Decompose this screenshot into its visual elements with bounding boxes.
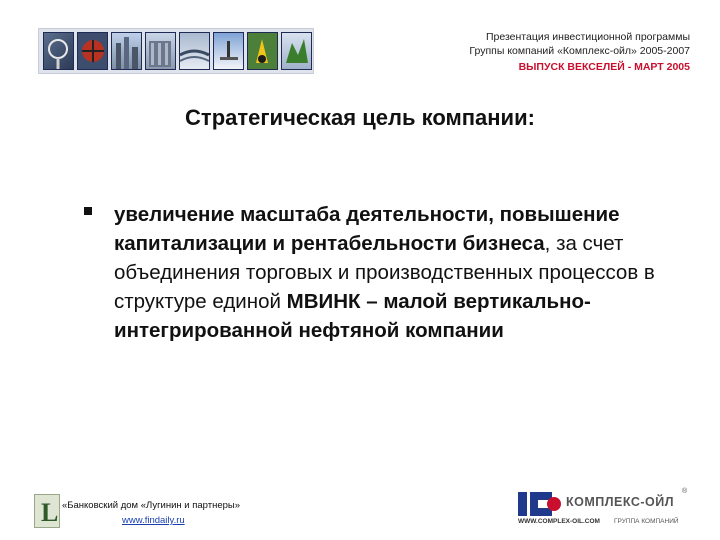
refinery-photo-icon	[111, 32, 142, 70]
header-line-2: Группы компаний «Комплекс-ойл» 2005-2007	[469, 45, 690, 57]
luginin-logo-icon	[34, 494, 60, 528]
header-photo-strip	[38, 28, 314, 74]
bullet-middle-text: , за счет объединения торговых и производственных процессов в структуре единой	[114, 232, 655, 313]
header-caption	[469, 30, 690, 58]
pipeline-photo-icon	[179, 32, 210, 70]
bullet-bold-intro: увеличение масштаба деятельности, повышение капитализации и рентабельности бизнеса	[114, 203, 620, 255]
bullet-text	[114, 200, 694, 345]
map-photo-icon	[281, 32, 312, 70]
header-subtitle: ВЫПУСК ВЕКСЕЛЕЙ - МАРТ 2005	[518, 61, 690, 73]
bullet-bold-end: МВИНК – малой вертикально-интегрированной нефтяной компании	[114, 290, 591, 342]
valve-photo-icon	[43, 32, 74, 70]
registered-mark: ®	[682, 488, 688, 495]
tank-photo-icon	[145, 32, 176, 70]
brand-group: ГРУППА КОМПАНИЙ	[614, 518, 679, 525]
oil-drop-photo-icon	[247, 32, 278, 70]
complex-oil-logo	[516, 490, 691, 530]
complex-oil-mark-icon	[516, 490, 564, 518]
bullet-square-icon	[84, 207, 92, 215]
svg-text:L: L	[41, 498, 59, 527]
footer-link[interactable]: www.findaily.ru	[122, 515, 185, 526]
brand-name: КОМПЛЕКС-ОЙЛ	[566, 495, 674, 509]
page-title: Стратегическая цель компании:	[185, 105, 535, 130]
wheel-photo-icon	[77, 32, 108, 70]
header-line-1: Презентация инвестиционной программы	[485, 31, 690, 43]
footer-bank-name: «Банковский дом «Лугинин и партнеры»	[62, 500, 240, 511]
winter-field-photo-icon	[213, 32, 244, 70]
brand-url: WWW.COMPLEX-OIL.COM	[518, 518, 600, 525]
